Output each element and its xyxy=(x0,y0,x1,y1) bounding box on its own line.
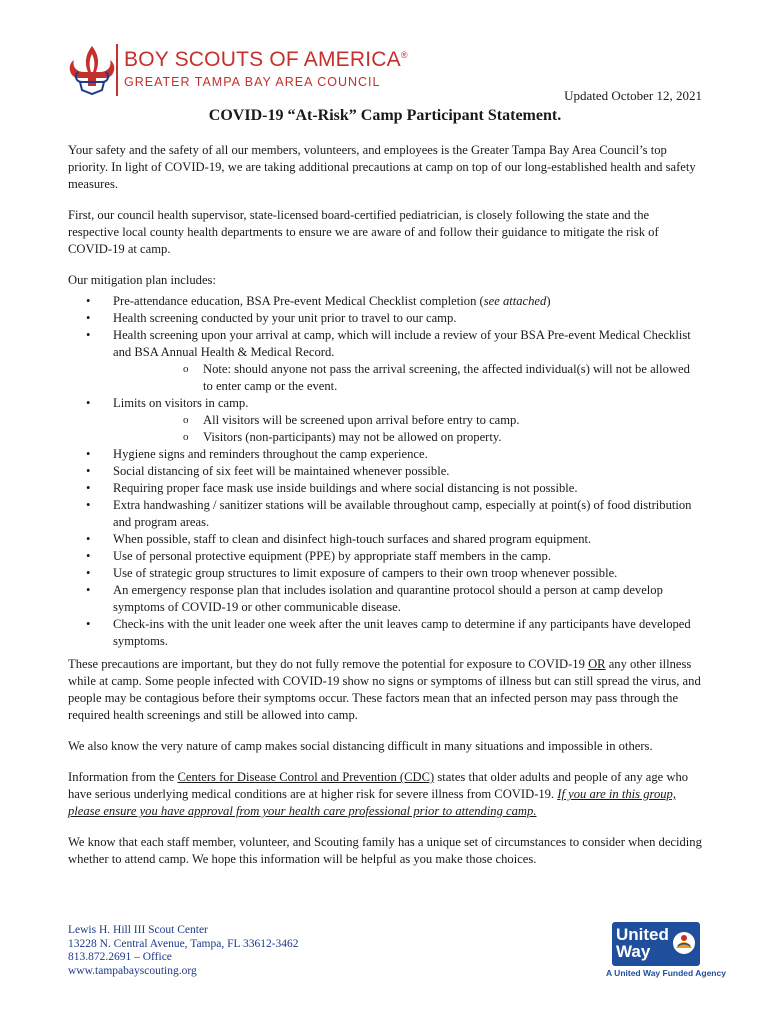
updated-date: Updated October 12, 2021 xyxy=(564,88,702,103)
document-body xyxy=(68,142,702,882)
phone: 813.872.2691 – Office xyxy=(68,951,172,963)
list-item: • Health screening upon your arrival at camp, which will include a review of your BSA Pre-event Medical Checklist and BSA Annual Health & Medical Record. o Note: should anyone not pass the arrival screening, the affected individual(s) will not be allowed to enter camp or the event. xyxy=(68,327,702,395)
list-item: • Limits on visitors in camp. o All visitors will be screened upon arrival before entry to camp. o Visitors (non-participants) may not be allowed on property. xyxy=(68,395,702,446)
website-link[interactable]: www.tampabayscouting.org xyxy=(68,964,197,977)
page-title: COVID-19 “At-Risk” Camp Participant Statement. xyxy=(208,107,562,124)
plan-intro: Our mitigation plan includes: xyxy=(68,273,216,287)
united-way-tagline: A United Way Funded Agency xyxy=(606,968,726,978)
distancing-paragraph: We also know the very nature of camp makes social distancing difficult in many situations and impossible in others. xyxy=(68,739,653,753)
approval-notice: If you are in this group, please ensure you have approval from your health care professional prior to attending camp. xyxy=(68,787,676,818)
list-item: • Pre-attendance education, BSA Pre-event Medical Checklist completion (see attached) xyxy=(68,293,702,310)
or-emphasis: OR xyxy=(588,657,606,671)
list-item: • Check-ins with the unit leader one week after the unit leaves camp to determine if any participants have developed symptoms. xyxy=(68,616,702,650)
brand-name: BOY SCOUTS OF AMERICA® xyxy=(124,48,408,71)
sub-list-item: o Visitors (non-participants) may not be allowed on property. xyxy=(113,429,702,446)
precautions-paragraph: These precautions are important, but they do not fully remove the potential for exposure to COVID-19 OR any other illness while at camp. Some people infected with COVID-19 show no signs or symptoms of illness but can still spread the virus, and people may be contagious before their symptoms occur. These factors mean that an infected person may pass through the required health screenings and still be allowed into camp. xyxy=(68,657,701,722)
cdc-paragraph: Information from the Centers for Disease Control and Prevention (CDC) states that older adults and people of any age who have serious underlying medical conditions are at higher risk for severe illness from COVID-19. If you are in this group, please ensure you have approval from your health care professional prior to attending camp. xyxy=(68,770,689,818)
list-item: • When possible, staff to clean and disinfect high-touch surfaces and shared program equipment. xyxy=(68,531,702,548)
cdc-link[interactable]: Centers for Disease Control and Prevention (CDC) xyxy=(177,770,435,784)
united-way-hand-icon xyxy=(672,930,696,956)
list-item: • Social distancing of six feet will be maintained whenever possible. xyxy=(68,463,702,480)
address: 13228 N. Central Avenue, Tampa, FL 33612-3462 xyxy=(68,937,299,950)
list-item: • Hygiene signs and reminders throughout the camp experience. xyxy=(68,446,702,463)
list-item: • An emergency response plan that includes isolation and quarantine protocol should a person at camp develop symptoms of COVID-19 or other communicable disease. xyxy=(68,582,702,616)
intro-paragraph: Your safety and the safety of all our members, volunteers, and employees is the Greater Tampa Bay Area Council’s top priority. In light of COVID-19, we are taking additional precautions at camp on top of our long-established health and safety measures. xyxy=(68,143,696,191)
united-way-wordmark: United Way xyxy=(616,925,669,961)
sub-list-item: o All visitors will be screened upon arrival before entry to camp. xyxy=(113,412,702,429)
list-item: • Use of strategic group structures to limit exposure of campers to their own troop whenever possible. xyxy=(68,565,702,582)
supervisor-paragraph: First, our council health supervisor, state-licensed board-certified pediatrician, is closely following the state and the respective local county health departments to ensure we are aware of and follow their guidance to mitigate the risk of COVID-19 at camp. xyxy=(68,208,659,256)
see-attached-note: see attached xyxy=(483,294,547,308)
list-item: • Health screening conducted by your unit prior to travel to our camp. xyxy=(68,310,702,327)
closing-paragraph: We know that each staff member, volunteer, and Scouting family has a unique set of circumstances to consider when deciding whether to attend camp. We hope this information will be helpful as you make those choices. xyxy=(68,835,702,866)
mitigation-list xyxy=(68,293,702,650)
sub-list xyxy=(113,412,702,446)
list-item: • Use of personal protective equipment (PPE) by appropriate staff members in the camp. xyxy=(68,548,702,565)
council-name: GREATER TAMPA BAY AREA COUNCIL xyxy=(124,75,381,89)
sub-list xyxy=(113,361,702,395)
list-item: • Extra handwashing / sanitizer stations will be available throughout camp, especially at point(s) of food distribution and program areas. xyxy=(68,497,702,531)
sub-list-item: o Note: should anyone not pass the arrival screening, the affected individual(s) will not be allowed to enter camp or the event. xyxy=(113,361,702,395)
brand-divider xyxy=(116,44,118,96)
footer-contact xyxy=(68,924,299,978)
center-name: Lewis H. Hill III Scout Center xyxy=(68,924,208,936)
bsa-fleur-de-lis-icon xyxy=(64,42,120,98)
list-item: • Requiring proper face mask use inside buildings and where social distancing is not possible. xyxy=(68,480,702,497)
